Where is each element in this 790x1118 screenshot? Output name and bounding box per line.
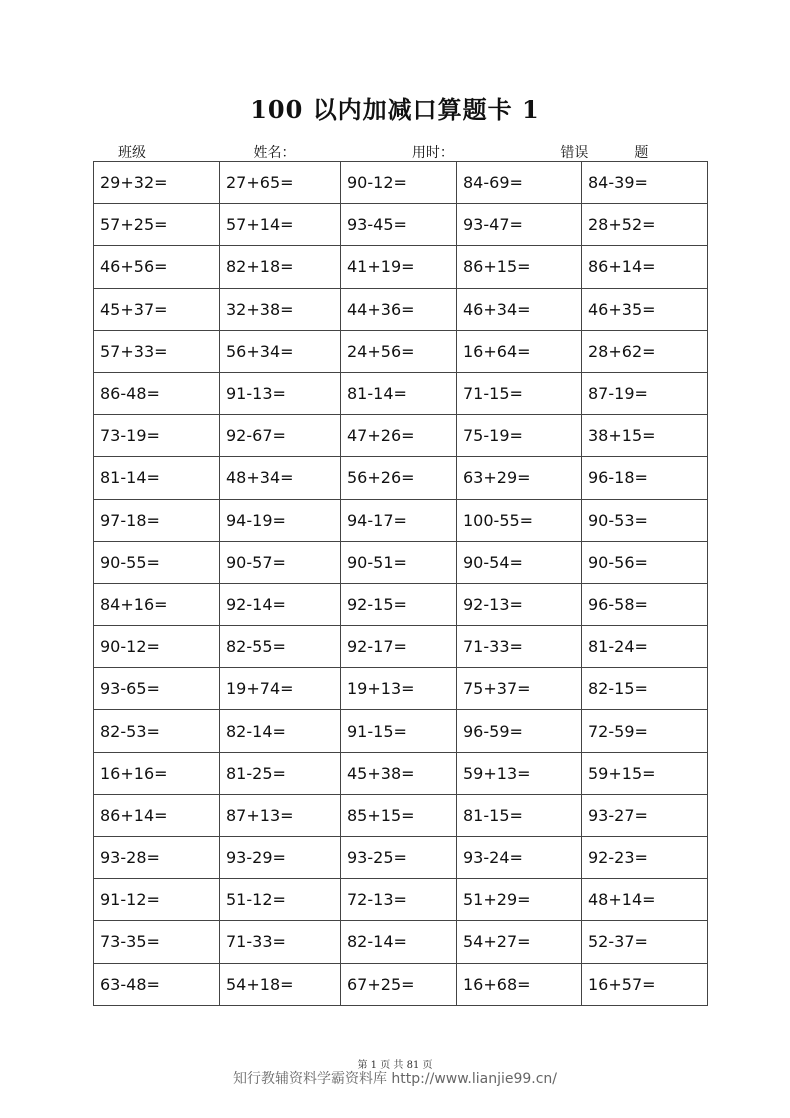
problem-cell: 71-15=: [457, 372, 582, 414]
problem-cell: 16+68=: [457, 963, 582, 1005]
problem-row: [94, 794, 708, 836]
problem-cell: 47+26=: [341, 415, 457, 457]
problem-cell: 90-57=: [220, 541, 341, 583]
problem-cell: 46+34=: [457, 288, 582, 330]
problem-cell: 82-53=: [94, 710, 220, 752]
problem-cell: 86-48=: [94, 372, 220, 414]
problem-row: [94, 457, 708, 499]
problem-cell: 87+13=: [220, 794, 341, 836]
name-field[interactable]: [295, 146, 399, 162]
problem-cell: 91-13=: [220, 372, 341, 414]
student-info-line: [118, 142, 648, 162]
problem-cell: 56+34=: [220, 330, 341, 372]
problem-cell: 72-59=: [582, 710, 708, 752]
problem-row: [94, 330, 708, 372]
problem-cell: 81-14=: [94, 457, 220, 499]
problem-cell: 84-39=: [582, 162, 708, 204]
problem-cell: 96-18=: [582, 457, 708, 499]
problem-row: [94, 879, 708, 921]
problem-cell: 59+13=: [457, 752, 582, 794]
problem-cell: 90-51=: [341, 541, 457, 583]
problem-cell: 52-37=: [582, 921, 708, 963]
problem-cell: 100-55=: [457, 499, 582, 541]
problem-cell: 97-18=: [94, 499, 220, 541]
problem-cell: 19+74=: [220, 668, 341, 710]
problem-cell: 51+29=: [457, 879, 582, 921]
problem-cell: 63+29=: [457, 457, 582, 499]
problem-cell: 32+38=: [220, 288, 341, 330]
problem-cell: 27+65=: [220, 162, 341, 204]
problem-cell: 16+16=: [94, 752, 220, 794]
errors-suffix: 题: [634, 145, 649, 161]
problem-cell: 93-27=: [582, 794, 708, 836]
watermark-text: 知行教辅资料学霸资料库 http://www.lianjie99.cn/: [232, 1071, 558, 1087]
problem-cell: 57+33=: [94, 330, 220, 372]
problem-cell: 90-53=: [582, 499, 708, 541]
problem-cell: 48+14=: [582, 879, 708, 921]
problem-cell: 56+26=: [341, 457, 457, 499]
page-title: 100 以内加减口算题卡 1: [250, 95, 540, 124]
time-label: 用时：: [411, 145, 454, 161]
problem-cell: 87-19=: [582, 372, 708, 414]
problem-cell: 81-25=: [220, 752, 341, 794]
errors-label: 错误: [560, 145, 589, 161]
problem-cell: 46+56=: [94, 246, 220, 288]
problem-row: [94, 963, 708, 1005]
problem-cell: 86+15=: [457, 246, 582, 288]
problem-row: [94, 752, 708, 794]
problem-cell: 90-54=: [457, 541, 582, 583]
problem-row: [94, 372, 708, 414]
problem-cell: 81-24=: [582, 626, 708, 668]
problem-cell: 71-33=: [457, 626, 582, 668]
problem-cell: 93-47=: [457, 204, 582, 246]
problem-cell: 45+38=: [341, 752, 457, 794]
problem-row: [94, 246, 708, 288]
problem-cell: 90-55=: [94, 541, 220, 583]
problem-cell: 24+56=: [341, 330, 457, 372]
problem-cell: 90-12=: [94, 626, 220, 668]
problem-cell: 73-19=: [94, 415, 220, 457]
problem-cell: 71-33=: [220, 921, 341, 963]
problem-cell: 94-17=: [341, 499, 457, 541]
class-field[interactable]: [146, 146, 241, 162]
problem-cell: 93-24=: [457, 837, 582, 879]
problem-cell: 38+15=: [582, 415, 708, 457]
problem-cell: 82+18=: [220, 246, 341, 288]
problem-cell: 92-23=: [582, 837, 708, 879]
problem-row: [94, 415, 708, 457]
problem-cell: 28+62=: [582, 330, 708, 372]
problem-cell: 57+25=: [94, 204, 220, 246]
problem-table: [93, 161, 708, 1006]
problem-cell: 90-56=: [582, 541, 708, 583]
problem-cell: 28+52=: [582, 204, 708, 246]
problem-cell: 85+15=: [341, 794, 457, 836]
problem-cell: 59+15=: [582, 752, 708, 794]
problem-row: [94, 288, 708, 330]
problem-cell: 81-14=: [341, 372, 457, 414]
problem-cell: 16+64=: [457, 330, 582, 372]
problem-cell: 91-15=: [341, 710, 457, 752]
problem-cell: 45+37=: [94, 288, 220, 330]
problem-cell: 92-17=: [341, 626, 457, 668]
problem-row: [94, 162, 708, 204]
problem-row: [94, 583, 708, 625]
name-label: 姓名：: [253, 145, 296, 161]
problem-cell: 92-67=: [220, 415, 341, 457]
problem-cell: 75+37=: [457, 668, 582, 710]
problem-cell: 72-13=: [341, 879, 457, 921]
problem-cell: 46+35=: [582, 288, 708, 330]
errors-field[interactable]: [588, 146, 634, 162]
problem-row: [94, 499, 708, 541]
problem-row: [94, 710, 708, 752]
problem-cell: 29+32=: [94, 162, 220, 204]
problem-cell: 82-55=: [220, 626, 341, 668]
problem-table-body: [94, 162, 708, 1006]
problem-cell: 93-65=: [94, 668, 220, 710]
problem-cell: 93-28=: [94, 837, 220, 879]
problem-cell: 16+57=: [582, 963, 708, 1005]
problem-cell: 63-48=: [94, 963, 220, 1005]
problem-cell: 82-14=: [220, 710, 341, 752]
problem-row: [94, 921, 708, 963]
problem-cell: 92-15=: [341, 583, 457, 625]
problem-cell: 82-15=: [582, 668, 708, 710]
problem-row: [94, 668, 708, 710]
class-label: 班级: [118, 145, 146, 161]
problem-cell: 92-14=: [220, 583, 341, 625]
problem-cell: 81-15=: [457, 794, 582, 836]
problem-cell: 84+16=: [94, 583, 220, 625]
problem-cell: 67+25=: [341, 963, 457, 1005]
problem-cell: 93-45=: [341, 204, 457, 246]
page-number: 第 1 页 共 81 页: [357, 1060, 433, 1071]
problem-cell: 75-19=: [457, 415, 582, 457]
problem-cell: 57+14=: [220, 204, 341, 246]
problem-cell: 92-13=: [457, 583, 582, 625]
problem-row: [94, 626, 708, 668]
problem-cell: 94-19=: [220, 499, 341, 541]
problem-cell: 84-69=: [457, 162, 582, 204]
problem-cell: 73-35=: [94, 921, 220, 963]
problem-cell: 96-58=: [582, 583, 708, 625]
problem-cell: 90-12=: [341, 162, 457, 204]
problem-row: [94, 837, 708, 879]
problem-cell: 86+14=: [94, 794, 220, 836]
problem-row: [94, 541, 708, 583]
problem-cell: 91-12=: [94, 879, 220, 921]
problem-cell: 51-12=: [220, 879, 341, 921]
problem-cell: 41+19=: [341, 246, 457, 288]
problem-cell: 19+13=: [341, 668, 457, 710]
problem-cell: 48+34=: [220, 457, 341, 499]
problem-cell: 93-29=: [220, 837, 341, 879]
problem-cell: 54+18=: [220, 963, 341, 1005]
problem-cell: 93-25=: [341, 837, 457, 879]
problem-cell: 82-14=: [341, 921, 457, 963]
problem-cell: 44+36=: [341, 288, 457, 330]
problem-cell: 86+14=: [582, 246, 708, 288]
problem-row: [94, 204, 708, 246]
time-field[interactable]: [454, 146, 540, 162]
problem-cell: 96-59=: [457, 710, 582, 752]
problem-cell: 54+27=: [457, 921, 582, 963]
